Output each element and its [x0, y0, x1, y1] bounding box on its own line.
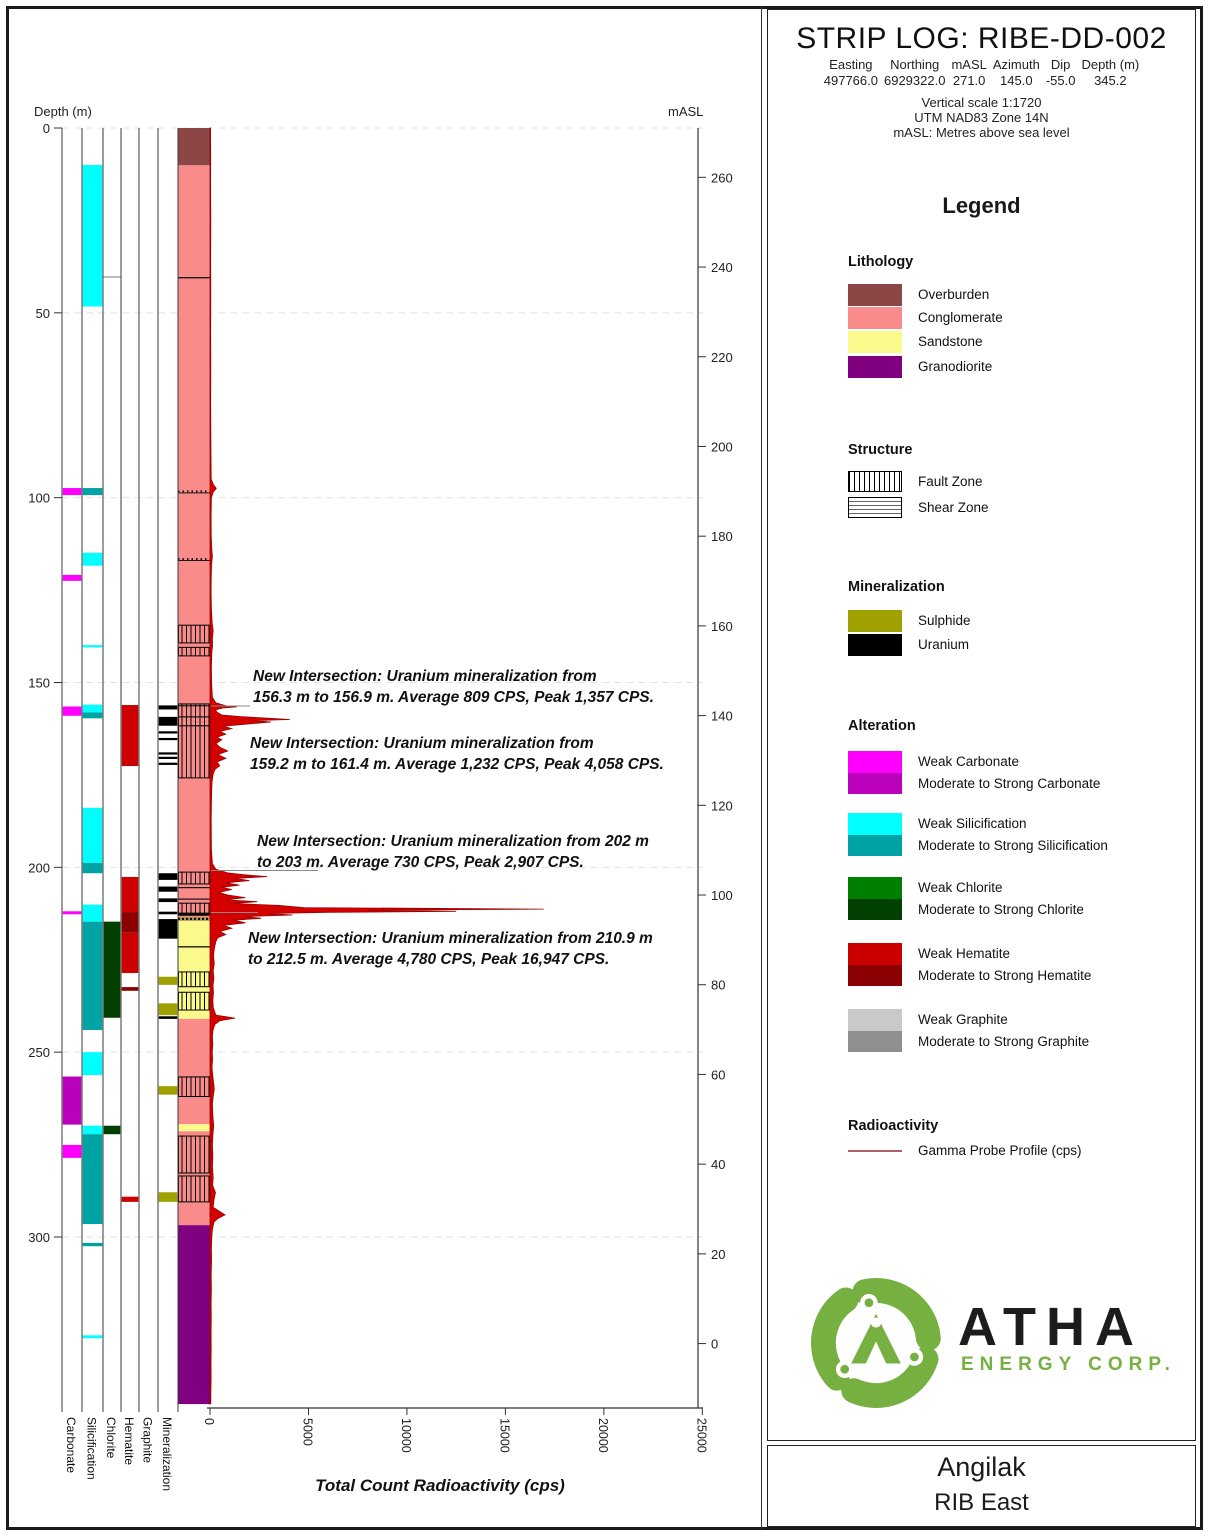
svg-text:120: 120 [711, 798, 733, 814]
legend-item-label: Gamma Probe Profile (cps) [918, 1143, 1082, 1158]
svg-text:0: 0 [711, 1336, 719, 1352]
legend-item-label: Moderate to Strong Silicification [918, 837, 1108, 853]
brand-subtitle: ENERGY CORP. [961, 1354, 1176, 1375]
svg-text:15000: 15000 [497, 1418, 512, 1453]
legend-item-label: Sulphide [918, 613, 971, 628]
legend-swatch [848, 471, 902, 492]
svg-text:Hematite: Hematite [122, 1417, 136, 1466]
legend-swatch [848, 1031, 902, 1053]
legend-item-label: Fault Zone [918, 474, 983, 489]
svg-text:140: 140 [711, 708, 733, 724]
svg-text:100: 100 [28, 490, 50, 506]
legend-item-label: Moderate to Strong Carbonate [918, 775, 1101, 791]
svg-text:Mineralization: Mineralization [160, 1417, 174, 1492]
svg-text:Silicification: Silicification [84, 1417, 99, 1480]
svg-text:160: 160 [711, 618, 733, 634]
svg-text:40: 40 [711, 1157, 726, 1173]
intersection-annotation: New Intersection: Uranium mineralization from 202 m to 203 m. Average 730 CPS, Peak 2,907 CPS. [257, 833, 649, 871]
svg-text:260: 260 [711, 170, 733, 186]
legend-swatch [848, 773, 902, 795]
collar-info-label: mASL [951, 57, 987, 72]
legend-item-label: Weak Silicification [918, 816, 1027, 831]
svg-text:50: 50 [35, 305, 50, 321]
svg-text:80: 80 [711, 977, 726, 993]
collar-info-value: 271.0 [952, 73, 986, 88]
atha-logo-icon [803, 1270, 949, 1416]
svg-text:300: 300 [28, 1229, 50, 1245]
collar-info-label: Dip [1050, 57, 1071, 72]
svg-text:0: 0 [202, 1418, 216, 1425]
masl-note: mASL: Metres above sea level [893, 125, 1070, 140]
legend-swatch [848, 634, 902, 656]
legend-item-label: Shear Zone [918, 500, 989, 515]
collar-info-value: 497766.0 [823, 73, 878, 88]
collar-info-label: Depth (m) [1081, 57, 1140, 72]
svg-text:Graphite: Graphite [140, 1417, 155, 1464]
legend-section-heading: Radioactivity [848, 1118, 939, 1134]
svg-text:100: 100 [711, 888, 733, 904]
intersection-annotation: New Intersection: Uranium mineralization from 156.3 m to 156.9 m. Average 809 CPS, Peak 1,357 CPS. [253, 668, 654, 706]
legend-item-label: Overburden [918, 287, 990, 302]
legend-item-label: Conglomerate [918, 310, 1003, 325]
legend-item-label: Moderate to Strong Hematite [918, 967, 1092, 983]
project-area: RIB East [934, 1489, 1029, 1516]
masl-axis-title: mASL [668, 104, 704, 119]
collar-info-col [1081, 57, 1139, 88]
collar-info-col [884, 57, 945, 88]
collar-info-label: Northing [890, 57, 940, 72]
collar-info-label: Azimuth [992, 57, 1040, 72]
collar-info-value: 6929322.0 [883, 73, 946, 88]
legend-item-label: Weak Hematite [918, 946, 1011, 961]
legend-swatch [848, 331, 902, 353]
svg-text:60: 60 [711, 1067, 726, 1083]
legend-swatch [848, 943, 902, 965]
collar-info-col [951, 57, 986, 88]
legend-item-label: Weak Chlorite [918, 880, 1003, 895]
gamma-line-swatch [848, 1150, 902, 1152]
svg-text:200: 200 [711, 439, 733, 455]
svg-text:220: 220 [711, 349, 733, 365]
legend-swatch [848, 751, 902, 773]
legend-swatch [848, 307, 902, 329]
legend-swatch [848, 899, 902, 921]
legend-item-label: Weak Carbonate [918, 754, 1020, 769]
legend-section-heading: Structure [848, 442, 913, 458]
gamma-axis-title: Total Count Radioactivity (cps) [315, 1476, 565, 1495]
legend-item-label: Sandstone [918, 334, 983, 349]
svg-text:20000: 20000 [595, 1418, 610, 1453]
legend-section-heading: Lithology [848, 254, 914, 270]
svg-text:250: 250 [28, 1045, 50, 1061]
legend-item-label: Moderate to Strong Chlorite [918, 901, 1084, 917]
legend-swatch [848, 497, 902, 518]
legend-item-label: Granodiorite [918, 359, 993, 374]
collar-info-value: -55.0 [1045, 73, 1076, 88]
legend-item-label: Weak Graphite [918, 1012, 1008, 1027]
svg-text:25000: 25000 [694, 1418, 709, 1453]
collar-info-col [824, 57, 878, 88]
log-title: STRIP LOG: RIBE-DD-002 [796, 22, 1167, 55]
svg-text:20: 20 [711, 1246, 726, 1262]
legend-section-heading: Alteration [848, 718, 916, 734]
svg-text:240: 240 [711, 260, 733, 276]
legend-swatch [848, 1009, 902, 1031]
svg-text:5000: 5000 [300, 1418, 315, 1446]
collar-info-label: Easting [829, 57, 873, 72]
legend-swatch [848, 284, 902, 306]
svg-text:200: 200 [28, 860, 50, 876]
collar-info-col [993, 57, 1040, 88]
legend-title: Legend [942, 193, 1021, 218]
intersection-annotation: New Intersection: Uranium mineralization from 159.2 m to 161.4 m. Average 1,232 CPS, Peak 4,058 CPS. [250, 735, 664, 773]
brand-name: ATHA [958, 1297, 1144, 1357]
project-name: Angilak [937, 1452, 1026, 1482]
svg-text:0: 0 [42, 121, 50, 136]
scale-note: Vertical scale 1:1720 [921, 95, 1042, 110]
legend-item-label: Moderate to Strong Graphite [918, 1033, 1090, 1049]
collar-info-value: 345.2 [1094, 73, 1127, 88]
legend-section-heading: Mineralization [848, 579, 945, 595]
depth-axis-title: Depth (m) [34, 104, 92, 119]
right-panel-border [767, 9, 1196, 1441]
svg-text:180: 180 [711, 529, 733, 545]
collar-info-table [767, 57, 1196, 88]
svg-text:150: 150 [28, 675, 50, 691]
legend-swatch [848, 356, 902, 378]
legend-swatch [848, 965, 902, 987]
legend-item-label: Uranium [918, 637, 970, 652]
svg-text:Carbonate: Carbonate [64, 1417, 78, 1474]
legend-swatch [848, 813, 902, 835]
svg-text:10000: 10000 [398, 1418, 413, 1453]
intersection-annotation: New Intersection: Uranium mineralization from 210.9 m to 212.5 m. Average 4,780 CPS, Peak 16,947 CPS. [248, 930, 653, 968]
legend-swatch [848, 835, 902, 857]
legend-swatch [848, 610, 902, 632]
svg-text:Chlorite: Chlorite [104, 1417, 118, 1459]
collar-info-col [1046, 57, 1076, 88]
datum-note: UTM NAD83 Zone 14N [914, 110, 1049, 125]
legend-swatch [848, 877, 902, 899]
collar-info-value: 145.0 [1000, 73, 1033, 88]
